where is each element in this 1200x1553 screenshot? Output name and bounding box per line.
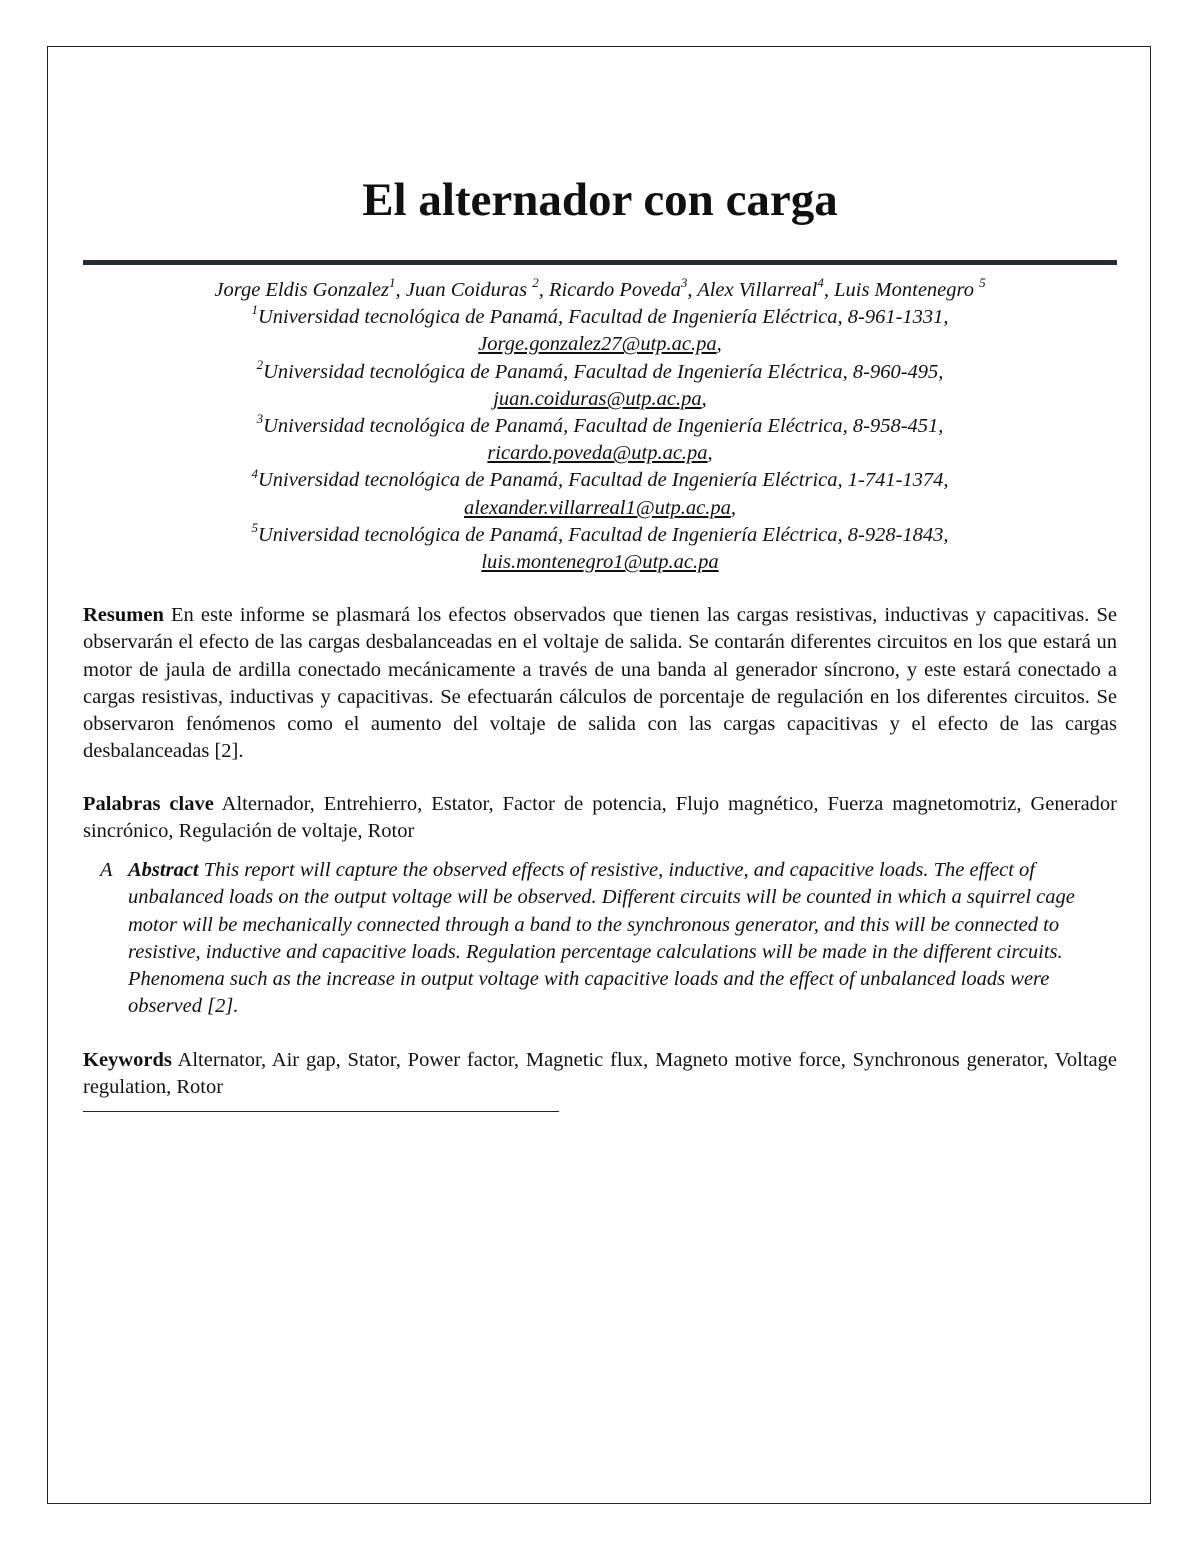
author-sup: 5 [979, 275, 986, 291]
affiliation [83, 467, 1117, 494]
affiliation-text: Universidad tecnológica de Panamá, Facultad de Ingeniería Eléctrica, 8-961-1331, [257, 306, 949, 329]
affiliation-text: Universidad tecnológica de Panamá, Facultad de Ingeniería Eléctrica, 1-741-1374, [257, 469, 949, 492]
abstract-list-marker: A [100, 859, 113, 881]
keywords-label: Keywords [83, 1049, 172, 1071]
keywords-text: Alternator, Air gap, Stator, Power factor, Magnetic flux, Magneto motive force, Synchronous generator, Voltage regulation, Rotor [83, 1049, 1117, 1099]
resumen-paragraph [83, 602, 1117, 766]
palabras-clave-text: Alternador, Entrehierro, Estator, Factor de potencia, Flujo magnético, Fuerza magnetomotriz, Generador sincrónico, Regulación de voltaje, Rotor [83, 793, 1117, 843]
keywords-paragraph [83, 1047, 1117, 1102]
abstract-label: Abstract [128, 859, 199, 881]
author-separator: , [823, 279, 835, 301]
author-separator: , [538, 279, 549, 301]
author: Alex Villarreal [697, 279, 818, 301]
affiliation-text: Universidad tecnológica de Panamá, Facultad de Ingeniería Eléctrica, 8-960-495, [263, 360, 944, 383]
author-sup: 2 [532, 275, 539, 291]
affiliation [83, 356, 1117, 386]
author-separator: , [687, 279, 698, 301]
affiliation-sup: 2 [256, 356, 264, 372]
affiliation-text: Universidad tecnológica de Panamá, Facultad de Ingeniería Eléctrica, 8-958-451, [263, 415, 944, 438]
affiliation-email-line [83, 331, 1117, 358]
paper-title: El alternador con carga [362, 174, 838, 226]
affiliation-sup: 1 [251, 302, 258, 318]
affiliation-email-line [83, 549, 1117, 576]
author-sup: 3 [680, 275, 688, 291]
footnote-divider [83, 1111, 559, 1112]
affiliation-sup: 3 [256, 411, 264, 427]
affiliation-email-line [83, 440, 1117, 467]
affiliation-email-line [83, 386, 1117, 413]
email-link[interactable]: ricardo.poveda@utp.ac.pa [487, 442, 708, 465]
email-trail: , [707, 442, 713, 465]
affiliation-email-line [83, 495, 1117, 522]
affiliation-sup: 4 [251, 465, 258, 481]
resumen-label: Resumen [83, 604, 164, 626]
palabras-clave-label: Palabras clave [83, 793, 214, 815]
email-link[interactable]: luis.montenegro1@utp.ac.pa [481, 551, 719, 574]
author: Jorge Eldis Gonzalez [214, 279, 389, 301]
affiliation-sup: 5 [251, 520, 258, 535]
author-sup: 4 [817, 275, 824, 291]
abstract-text: This report will capture the observed effects of resistive, inductive, and capacitive loads. The effect of unbalanced loads on the output voltage will be observed. Different circuits will be counted in which a squirrel cage motor will be mechanically connected through a band to the synchronous generator, and this will be connected to resistive, inductive and capacitive loads. Regulation percentage calculations will be made in the different circuits. Phenomena such as the increase in output voltage with capacitive loads and the effect of unbalanced loads were observed [2]. [128, 859, 1075, 1018]
email-link[interactable]: alexander.villarreal1@utp.ac.pa [463, 496, 731, 519]
author: Ricardo Poveda [548, 279, 681, 301]
email-trail: , [716, 333, 722, 356]
palabras-clave-paragraph [83, 791, 1117, 846]
authors-affiliations [83, 277, 1117, 576]
affiliation [83, 304, 1117, 331]
email-link[interactable]: Jorge.gonzalez27@utp.ac.pa [478, 333, 717, 356]
author: Juan Coiduras [405, 279, 533, 301]
author-line [83, 277, 1117, 304]
email-trail: , [701, 387, 707, 410]
affiliation [83, 413, 1117, 440]
email-trail: , [730, 496, 737, 519]
email-link[interactable]: juan.coiduras@utp.ac.pa [493, 387, 702, 410]
author: Luis Montenegro [834, 279, 980, 301]
affiliation-text: Universidad tecnológica de Panamá, Facultad de Ingeniería Eléctrica, 8-928-1843, [257, 523, 949, 546]
author-sup: 1 [389, 275, 396, 291]
title-divider [83, 260, 1117, 265]
author-separator: , [395, 279, 406, 301]
abstract-paragraph [128, 857, 1118, 1021]
affiliation [83, 522, 1117, 549]
resumen-text: En este informe se plasmará los efectos observados que tienen las cargas resistivas, inductivas y capacitivas. Se observarán el efecto de las cargas desbalanceadas en el voltaje de salida. Se contarán diferentes circuitos en los que estará un motor de jaula de ardilla conectado mecánicamente a través de una banda al generador síncrono, y este estará conectado a cargas resistivas, inductivas y capacitivas. Se efectuarán cálculos de porcentaje de regulación en los diferentes circuitos. Se observaron fenómenos como el aumento del voltaje de salida con las cargas capacitivas y el efecto de las cargas desbalanceadas [2]. [83, 604, 1117, 763]
